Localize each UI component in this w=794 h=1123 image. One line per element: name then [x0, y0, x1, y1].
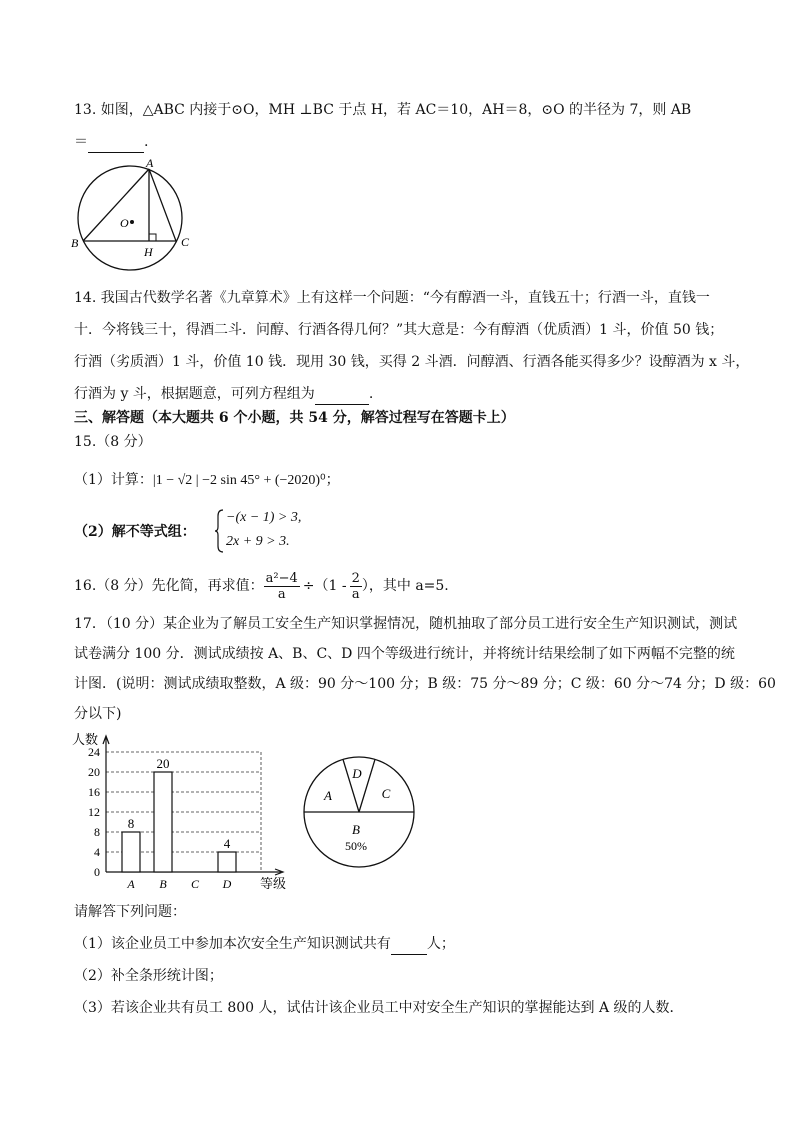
y-tick-label-12: 12 [88, 805, 100, 819]
bar-chart [66, 728, 296, 894]
category-label-A: A [127, 877, 135, 891]
x-axis-title: 等级 [260, 876, 287, 891]
q17-sub2: （2）补全条形统计图； [74, 968, 223, 984]
y-tick-label-16: 16 [88, 785, 100, 799]
q14-line2: 十．今将钱三十，得酒二斗．问醇、行酒各得几何？”其大意是：今有醇酒（优质酒）1 斗，价值 50 钱； [74, 322, 724, 338]
y-tick-label-24: 24 [88, 745, 100, 759]
y-tick-label-4: 4 [94, 845, 100, 859]
q16-frac2-den: a [351, 586, 360, 602]
y-tick-label-0: 0 [94, 865, 100, 879]
y-axis-title: 人数 [72, 732, 99, 747]
slice-percent-B: 50% [345, 839, 367, 853]
q17-answer-blank[interactable] [391, 934, 427, 955]
q17-line4: 分以下) [74, 706, 122, 722]
slice-label-B: B [352, 822, 360, 837]
q13-geometry-figure [66, 156, 198, 280]
slice-label-D: D [352, 766, 362, 781]
q17-ask: 请解答下列问题： [74, 904, 186, 920]
q15-part1 [74, 470, 340, 491]
q16-frac2-num: 2 [351, 570, 360, 586]
q16-suffix: ），其中 a=5. [361, 578, 449, 594]
data-label-A: 8 [127, 816, 135, 831]
q13-answer-blank[interactable] [88, 132, 144, 153]
q15-part1-label: （1）计算： [74, 472, 153, 488]
data-label-D: 4 [223, 836, 231, 851]
q13-line1: 13. 如图，△ABC 内接于⊙O，MH ⊥BC 于点 H，若 AC＝10，AH＝8，⊙O 的半径为 7，则 AB [74, 102, 692, 118]
circumcircle [78, 166, 182, 270]
q15-inequality-1: −(x − 1) > 3, [226, 510, 302, 525]
category-label-C: C [190, 877, 200, 891]
q14-line1: 14. 我国古代数学名著《九章算术》上有这样一个问题：“今有醇酒一斗，直钱五十；行酒一斗，直钱一 [74, 290, 710, 306]
q15-inequality-2: 2x + 9 > 3. [226, 534, 290, 549]
y-tick-label-20: 20 [88, 765, 100, 779]
center-point-o [130, 220, 134, 224]
right-angle-mark [149, 234, 156, 241]
q16-fraction-1 [264, 571, 300, 602]
bar-D [218, 852, 236, 872]
q16-frac1-num: a²−4 [265, 570, 298, 586]
q17-line3: 计图．(说明：测试成绩取整数，A 级：90 分～100 分；B 级：75 分～89 分；C 级：60 分～74 分；D 级：60 [74, 676, 776, 692]
q16-line [74, 566, 449, 606]
q17-sub1-unit: 人； [426, 936, 455, 952]
q14-line4-text: 行酒为 y 斗，根据题意，可列方程组为 [74, 386, 315, 402]
q15-part2-label: （2）解不等式组： [74, 524, 196, 540]
bar-A [122, 832, 140, 872]
q17-line2: 试卷满分 100 分．测试成绩按 A、B、C、D 四个等级进行统计，并将统计结果绘制了如下两幅不完整的统 [74, 646, 735, 662]
q13-line2 [74, 132, 148, 153]
section-3-heading: 三、解答题（本大题共 6 个小题，共 54 分，解答过程写在答题卡上） [74, 410, 515, 426]
q16-fraction-2 [350, 571, 362, 602]
label-o: O [120, 216, 129, 230]
pie-chart [298, 754, 420, 874]
q14-answer-blank[interactable] [315, 384, 369, 405]
slice-label-C: C [381, 786, 391, 801]
q14-line4 [74, 384, 373, 405]
q14-period: . [368, 386, 374, 402]
label-b: B [71, 236, 79, 250]
q13-period: . [144, 134, 149, 150]
slice-label-A: A [324, 788, 332, 803]
q16-prefix: 16.（8 分）先化简，再求值： [74, 578, 264, 594]
q16-mid: ÷（1 - [302, 578, 347, 594]
label-c: C [181, 235, 190, 249]
label-a: A [146, 156, 154, 170]
category-label-D: D [222, 877, 232, 891]
q13-equals: ＝ [74, 134, 88, 150]
bar-B [154, 772, 172, 872]
q15-part1-expression: |1 − √2 | −2 sin 45° + (−2020)⁰； [152, 473, 340, 488]
y-tick-label-8: 8 [94, 825, 100, 839]
q17-sub1-text: （1）该企业员工中参加本次安全生产知识测试共有 [74, 936, 391, 952]
q14-line3: 行酒（劣质酒）1 斗，价值 10 钱．现用 30 钱，买得 2 斗酒．问醇酒、行酒各能买得多少？设醇酒为 x 斗， [74, 354, 750, 370]
q17-sub3: （3）若该企业共有员工 800 人，试估计该企业员工中对安全生产知识的掌握能达到 A 级的人数． [74, 1000, 684, 1016]
side-ac [149, 169, 176, 241]
side-ab [83, 169, 149, 241]
q16-frac1-den: a [277, 586, 286, 602]
q15-brace [214, 508, 224, 554]
category-label-B: B [159, 877, 167, 891]
data-label-B: 20 [156, 756, 170, 771]
q15-head: 15.（8 分） [74, 434, 152, 450]
label-h: H [144, 245, 153, 259]
q17-line1: 17．（10 分）某企业为了解员工安全生产知识掌握情况，随机抽取了部分员工进行安全生产知识测试，测试 [74, 616, 738, 632]
q17-sub1 [74, 934, 455, 955]
